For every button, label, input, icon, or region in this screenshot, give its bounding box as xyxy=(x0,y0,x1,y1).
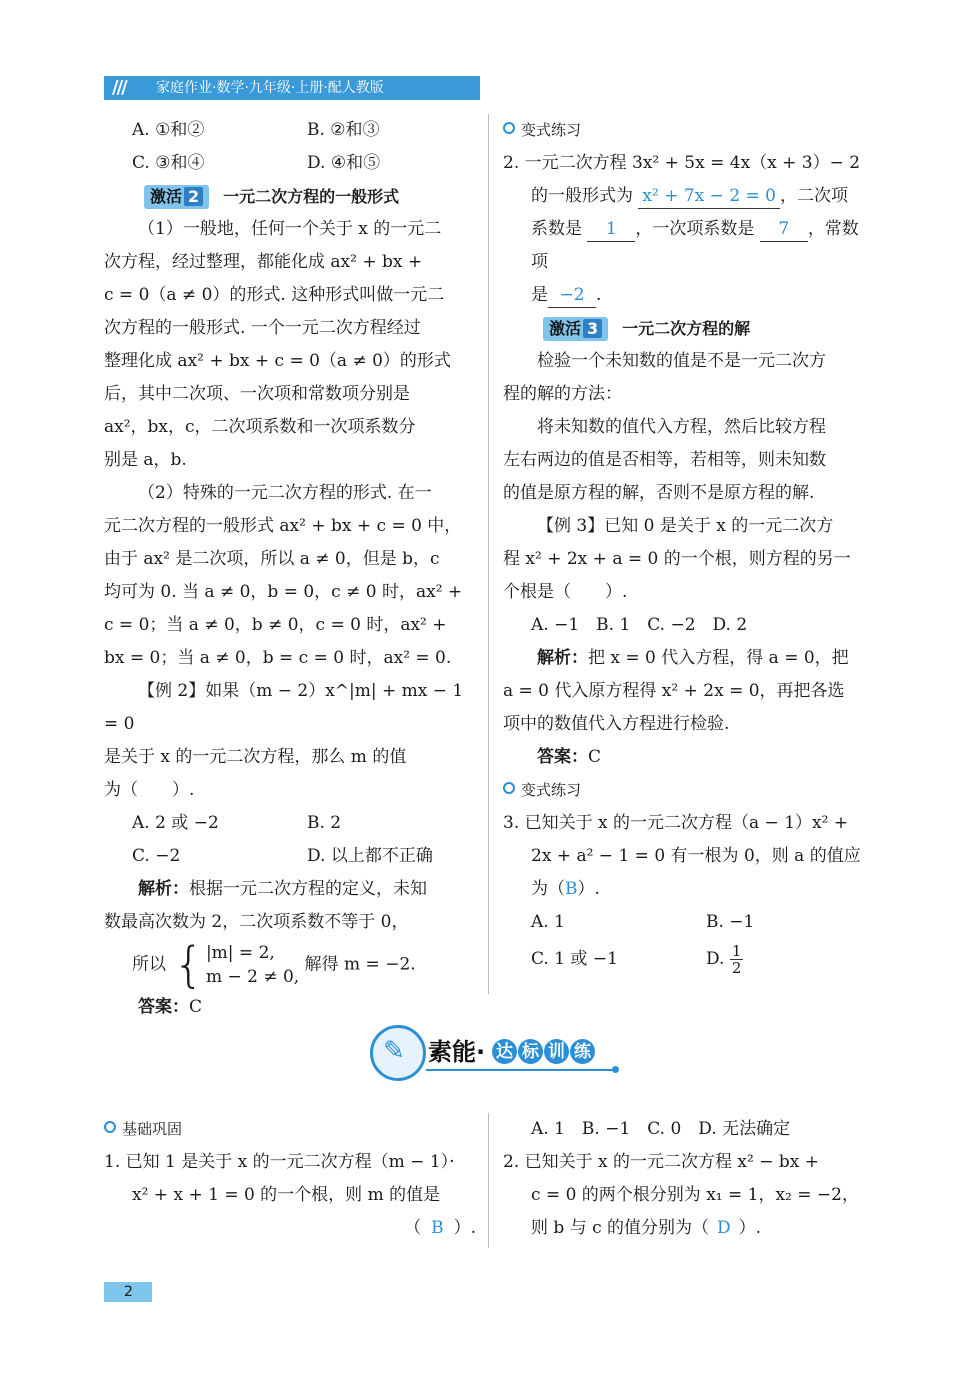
question-3-line xyxy=(503,873,875,906)
text: ，二次项 xyxy=(780,186,848,206)
text: . xyxy=(596,285,602,305)
analysis-label: 解析： xyxy=(537,648,588,668)
paragraph-line: 的值是原方程的解，否则不是原方程的解. xyxy=(503,483,815,503)
activation-title: 一元二次方程的一般形式 xyxy=(223,187,400,206)
text: 为（ xyxy=(531,879,565,899)
header-bar xyxy=(104,76,480,100)
paragraph-line: 程的解的方法： xyxy=(503,384,622,404)
header-slashes: /// xyxy=(112,77,126,98)
bottom-right-column xyxy=(503,1113,875,1245)
activation-2-heading xyxy=(104,180,476,213)
column-divider xyxy=(488,114,489,994)
answer-label: 答案： xyxy=(138,997,189,1017)
options-row: A. −1 B. 1 C. −2 D. 2 xyxy=(531,615,748,635)
right-column xyxy=(503,114,875,976)
section-label: 基础巩固 xyxy=(122,1120,183,1138)
badge-number: 2 xyxy=(184,187,203,206)
system-brace-group xyxy=(171,937,300,993)
options-row: A. 1 B. −1 C. 0 D. 无法确定 xyxy=(531,1119,791,1139)
question-2-line xyxy=(503,213,875,279)
option-a: A. 2 或 −2 xyxy=(132,813,219,833)
section-variant-practice xyxy=(503,114,875,147)
option-d: D. 以上都不正确 xyxy=(307,846,433,866)
activation-3-heading xyxy=(503,312,875,345)
banner-end-dot xyxy=(612,1066,619,1073)
section-variant-practice xyxy=(503,774,875,807)
option-d xyxy=(706,943,743,976)
banner-char: 训 xyxy=(544,1039,569,1064)
question-2-line: c = 0 的两个根分别为 x₁ = 1，x₂ = −2， xyxy=(531,1185,859,1205)
analysis-text: 把 x = 0 代入方程，得 a = 0，把 xyxy=(588,648,849,668)
badge-label: 激活 xyxy=(150,187,183,206)
options-row xyxy=(104,114,476,147)
badge-label: 激活 xyxy=(549,319,582,338)
system-prefix: 所以 xyxy=(132,954,166,975)
circle-bullet-icon xyxy=(104,1121,116,1133)
example-3-line: 程 x² + 2x + a = 0 的一个根，则方程的另一 xyxy=(503,549,851,569)
option-c: C. −2 xyxy=(132,846,181,866)
text: ）. xyxy=(577,879,600,899)
brace-icon: { xyxy=(173,937,204,993)
paragraph-line: 整理化成 ax² + bx + c = 0（a ≠ 0）的形式 xyxy=(104,351,451,371)
answer-value: C xyxy=(588,747,602,767)
question-2-line xyxy=(503,279,875,312)
answer-value: B xyxy=(431,1218,444,1238)
section-banner xyxy=(370,1025,615,1081)
section-label: 变式练习 xyxy=(521,781,582,799)
paragraph-line: 次方程的一般形式. 一个一元二次方程经过 xyxy=(104,318,421,338)
page-number-text: 2 xyxy=(124,1284,133,1300)
banner-char: 达 xyxy=(492,1039,517,1064)
paragraph-line: 后，其中二次项、一次项和常数项分别是 xyxy=(104,384,410,404)
analysis-label: 解析： xyxy=(138,879,189,899)
answer-value: B xyxy=(565,879,578,899)
paragraph-line: 均可为 0. 当 a ≠ 0，b = 0，c ≠ 0 时，ax² + xyxy=(104,582,463,602)
question-2-line xyxy=(503,1212,875,1245)
answer-label: 答案： xyxy=(537,747,588,767)
paragraph-line: ax²，bx，c，二次项系数和一次项系数分 xyxy=(104,417,416,437)
fraction-denominator: 2 xyxy=(731,959,742,977)
banner-title xyxy=(428,1037,485,1067)
paragraph-line: c = 0；当 a ≠ 0，b ≠ 0，c = 0 时，ax² + xyxy=(104,615,447,635)
question-3-line: 3. 已知关于 x 的一元二次方程（a − 1）x² + xyxy=(503,813,849,833)
analysis-line: 数最高次数为 2，二次项系数不等于 0， xyxy=(104,912,409,932)
badge-number: 3 xyxy=(583,319,602,338)
options-row xyxy=(104,840,476,873)
page-number xyxy=(104,1282,152,1302)
column-divider xyxy=(488,1113,489,1248)
answer-line xyxy=(104,991,476,1024)
text: （ xyxy=(404,1218,422,1238)
analysis-line: a = 0 代入原方程得 x² + 2x = 0，再把各选 xyxy=(503,681,845,701)
example-2-line: 是关于 x 的一元二次方程，那么 m 的值 xyxy=(104,747,407,767)
analysis-line xyxy=(104,873,476,906)
option-b: B. −1 xyxy=(706,912,755,932)
options-row xyxy=(104,807,476,840)
text: 是 xyxy=(531,285,548,305)
question-2-line: 2. 一元二次方程 3x² + 5x = 4x（x + 3）− 2 xyxy=(503,153,861,173)
question-1-answer xyxy=(104,1212,476,1245)
text: 系数是 xyxy=(531,219,582,239)
option-c: C. ③和④ xyxy=(132,153,205,173)
paragraph-line: bx = 0；当 a ≠ 0，b = c = 0 时，ax² = 0. xyxy=(104,648,452,668)
example-2-line: 【例 2】如果（m − 2）x^|m| + mx − 1 = 0 xyxy=(104,681,464,734)
option-a: A. ①和② xyxy=(132,120,205,140)
header-title: 家庭作业·数学·九年级·上册·配人教版 xyxy=(156,80,384,96)
system-lines xyxy=(206,941,299,989)
example-3-line: 个根是（ ）. xyxy=(503,582,628,602)
paragraph-line: 别是 a，b. xyxy=(104,450,187,470)
paragraph-line: c = 0（a ≠ 0）的形式. 这种形式叫做一元二 xyxy=(104,285,445,305)
answer-blank: x² + 7x − 2 = 0 xyxy=(638,184,780,209)
text: ）. xyxy=(453,1218,476,1238)
text: ）. xyxy=(738,1218,762,1238)
paragraph-line: 检验一个未知数的值是不是一元二次方 xyxy=(537,351,826,371)
analysis-line: 项中的数值代入方程进行检验. xyxy=(503,714,730,734)
bottom-left-column xyxy=(104,1113,476,1245)
question-2-line xyxy=(503,180,875,213)
equation-system xyxy=(104,939,476,991)
options-row xyxy=(104,147,476,180)
option-d-label: D. xyxy=(706,949,725,969)
banner-char: 练 xyxy=(570,1039,595,1064)
paragraph-line: （1）一般地，任何一个关于 x 的一元二 xyxy=(138,219,442,239)
activation-badge xyxy=(144,185,209,209)
analysis-line xyxy=(503,642,875,675)
system-line: m − 2 ≠ 0, xyxy=(205,967,300,987)
fraction xyxy=(730,943,744,976)
answer-value: D xyxy=(717,1218,731,1238)
banner-underline xyxy=(426,1069,616,1071)
paragraph-line: （2）特殊的一元二次方程的形式. 在一 xyxy=(138,483,432,503)
answer-blank: −2 xyxy=(548,283,596,308)
option-c: C. 1 或 −1 xyxy=(531,949,618,969)
system-line: |m| = 2, xyxy=(205,943,275,963)
analysis-text: 根据一元二次方程的定义，未知 xyxy=(189,879,427,899)
quill-logo-icon: ✎ xyxy=(370,1025,426,1081)
banner-char: 标 xyxy=(518,1039,543,1064)
banner-dot: · xyxy=(476,1038,486,1066)
fraction-numerator: 1 xyxy=(731,942,742,960)
options-row xyxy=(503,943,875,976)
section-label: 变式练习 xyxy=(521,121,582,139)
section-basic-consolidation xyxy=(104,1113,476,1146)
example-2-line: 为（ ）. xyxy=(104,780,195,800)
paragraph-line: 元二次方程的一般形式 ax² + bx + c = 0 中， xyxy=(104,516,462,536)
activation-title: 一元二次方程的解 xyxy=(622,319,751,338)
question-1-line: 1. 已知 1 是关于 x 的一元二次方程（m − 1）· xyxy=(104,1152,455,1172)
example-3-line: 【例 3】已知 0 是关于 x 的一元二次方 xyxy=(537,516,834,536)
text: 则 b 与 c 的值分别为（ xyxy=(531,1218,710,1238)
answer-blank: 7 xyxy=(760,217,808,242)
question-1-line: x² + x + 1 = 0 的一个根，则 m 的值是 xyxy=(132,1185,441,1205)
paragraph-line: 由于 ax² 是二次项，所以 a ≠ 0，但是 b，c xyxy=(104,549,440,569)
option-b: B. 2 xyxy=(307,813,342,833)
text: 的一般形式为 xyxy=(531,186,633,206)
left-column xyxy=(104,114,476,1024)
option-d: D. ④和⑤ xyxy=(307,153,381,173)
question-2-line: 2. 已知关于 x 的一元二次方程 x² − bx + xyxy=(503,1152,819,1172)
paragraph-line: 将未知数的值代入方程，然后比较方程 xyxy=(537,417,826,437)
paragraph-line: 左右两边的值是否相等，若相等，则未知数 xyxy=(503,450,826,470)
answer-line xyxy=(503,741,875,774)
banner-title-text: 素能 xyxy=(428,1038,476,1066)
circle-bullet-icon xyxy=(503,782,515,794)
answer-blank: 1 xyxy=(587,217,635,242)
option-a: A. 1 xyxy=(531,912,565,932)
text: ，常数项 xyxy=(531,219,859,272)
system-suffix: 解得 m = −2. xyxy=(304,954,416,975)
circle-bullet-icon xyxy=(503,122,515,134)
option-b: B. ②和③ xyxy=(307,120,380,140)
question-3-line: 2x + a² − 1 = 0 有一根为 0，则 a 的值应 xyxy=(531,846,861,866)
text: ，一次项系数是 xyxy=(635,219,755,239)
options-row xyxy=(503,906,875,939)
activation-badge xyxy=(543,317,608,341)
banner-subtitle xyxy=(492,1039,596,1065)
paragraph-line: 次方程，经过整理，都能化成 ax² + bx + xyxy=(104,252,423,272)
answer-value: C xyxy=(189,997,203,1017)
